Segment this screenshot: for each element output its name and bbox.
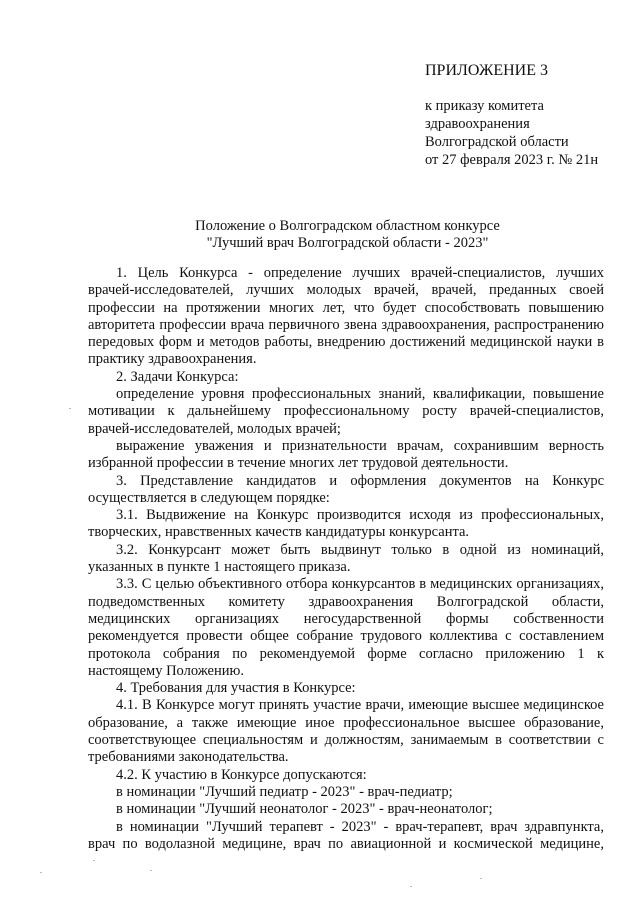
scan-speck (150, 870, 152, 871)
appendix-label: ПРИЛОЖЕНИЕ 3 (425, 62, 549, 79)
paragraph-nomination-pediatrician: в номинации "Лучший педиатр - 2023" - врач-педиатр; (116, 783, 453, 800)
scan-speck (480, 878, 482, 879)
scan-speck (93, 860, 95, 861)
paragraph-nomination-neonatologist: в номинации "Лучший неонатолог - 2023" - врач-неонатолог; (116, 801, 493, 818)
order-reference (425, 97, 598, 169)
paragraph-nomination-therapist: в номинации "Лучший терапевт - 2023" - врач-терапевт, врач здравпункта, врач по водолазной медицине, врач по авиационной и космической медицине, (88, 818, 604, 852)
order-line: от 27 февраля 2023 г. № 21н (425, 152, 599, 168)
order-line: Волгоградской области (425, 134, 569, 150)
document-body (88, 265, 604, 853)
paragraph-requirements-heading: 4. Требования для участия в Конкурсе: (116, 680, 356, 697)
order-line: здравоохранения (425, 116, 530, 132)
paragraph-3-1: 3.1. Выдвижение на Конкурс производится исходя из профессиональных, творческих, нравственных качеств кандидатуры конкурсанта. (88, 507, 604, 541)
paragraph-task-2: выражение уважения и признательности врачам, сохранившим верность избранной профессии в течение многих лет трудовой деятельности. (88, 437, 604, 472)
paragraph-goal: 1. Цель Конкурса - определение лучших врачей-специалистов, лучших врачей-исследователей, лучших молодых врачей, врачей, преданных своей профессии на протяжении многих лет, что будет способствовать повышению авторитета профессии врача первичного звена здравоохранения, распространению передовых форм и методов работы, внедрению достижений медицинской науки в практику здравоохранения. (88, 265, 604, 368)
paragraph-task-1: определение уровня профессиональных знаний, квалификации, повышение мотивации к дальнейшему профессиональному росту врачей-специалистов, врачей-исследователей, молодых врачей; (88, 386, 604, 437)
title-line-2: "Лучший врач Волгоградской области - 2023" (206, 235, 489, 251)
paragraph-tasks-heading: 2. Задачи Конкурса: (116, 368, 239, 385)
paragraph-3-2: 3.2. Конкурсант может быть выдвинут только в одной из номинаций, указанных в пункте 1 настоящего приказа. (88, 541, 604, 576)
scan-speck (40, 872, 42, 873)
paragraph-nomination-order: 3. Представление кандидатов и оформления документов на Конкурс осуществляется в следующем порядке: (88, 472, 604, 506)
paragraph-3-3: 3.3. С целью объективного отбора конкурсантов в медицинских организациях, подведомственных комитету здравоохранения Волгоградской области, медицинских организациях негосударственной формы собственности рекомендуется провести общее собрание трудового коллектива с составлением протокола собрания по рекомендуемой форме согласно приложению 1 к настоящему Положению. (88, 576, 604, 679)
paragraph-4-2: 4.2. К участию в Конкурсе допускаются: (116, 766, 367, 783)
paragraph-4-1: 4.1. В Конкурсе могут принять участие врачи, имеющие высшее медицинское образование, а также имеющие иное профессиональное высшее образование, соответствующее специальностям и должностям, занимаемым в соответствии с требованиями законодательства. (88, 697, 604, 766)
document-title (60, 218, 635, 252)
title-line-1: Положение о Волгоградском областном конкурсе (195, 218, 500, 234)
order-line: к приказу комитета (425, 98, 544, 114)
scan-speck (410, 886, 412, 887)
scan-speck (69, 408, 71, 409)
